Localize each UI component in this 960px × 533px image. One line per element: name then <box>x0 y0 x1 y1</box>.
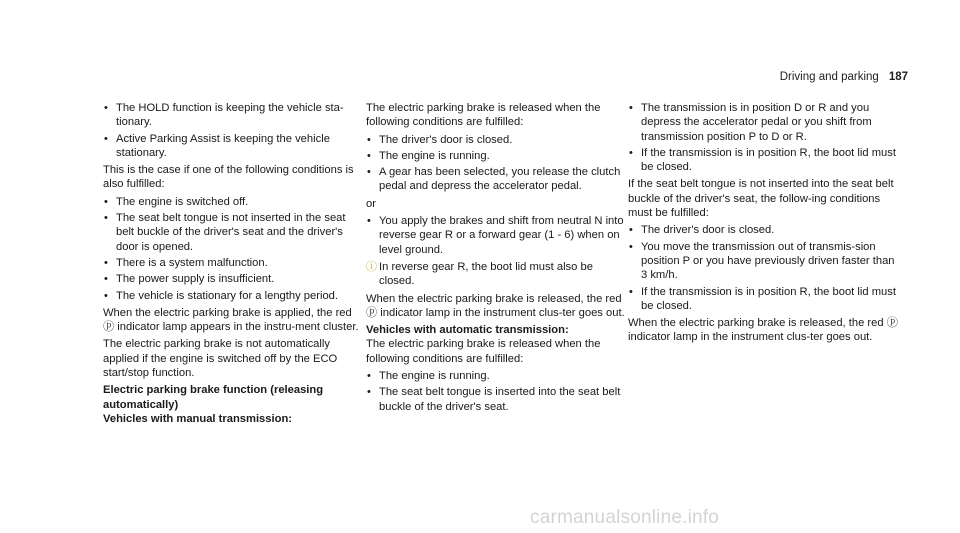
bullet-list <box>103 195 365 303</box>
list-item: • The engine is running. <box>366 149 628 163</box>
note-text: In reverse gear R, the boot lid must also be closed. <box>379 260 593 288</box>
list-item: • You move the transmission out of transmis-sion position P or you have previously driven faster than 3 km/h. <box>628 240 898 283</box>
list-item: • The vehicle is stationary for a lengthy period. <box>103 289 365 303</box>
paragraph: The electric parking brake is not automatically applied if the engine is switched off by the ECO start/stop function. <box>103 338 338 380</box>
section-heading: Electric parking brake function (releasing automatically) <box>103 384 324 411</box>
or-label: or <box>366 197 376 210</box>
list-item: • The seat belt tongue is not inserted in the seat belt buckle of the driver's seat and the driver's door is opened. <box>103 211 365 254</box>
paragraph: When the electric parking brake is released, the red ⓟ indicator lamp in the instrument clus-ter goes out. <box>366 292 625 319</box>
bullet-list <box>366 133 628 194</box>
page-number: 187 <box>888 71 908 83</box>
list-item: • The transmission is in position D or R and you depress the accelerator pedal or you shift from transmission position P to D or R. <box>628 101 898 144</box>
sub-heading: Vehicles with automatic transmission: <box>366 324 569 337</box>
list-item: • The seat belt tongue is inserted into the seat belt buckle of the driver's seat. <box>366 385 628 414</box>
paragraph: When the electric parking brake is applied, the red ⓟ indicator lamp appears in the instru-ment cluster. <box>103 306 359 334</box>
column-1 <box>103 101 365 426</box>
note <box>366 260 628 289</box>
list-item: • The power supply is insufficient. <box>103 272 365 286</box>
paragraph: When the electric parking brake is released, the red ⓟ indicator lamp in the instrument clus-ter goes out. <box>628 317 898 344</box>
list-item: • The driver's door is closed. <box>366 133 628 147</box>
list-item: • The engine is running. <box>366 369 628 383</box>
sub-heading: Vehicles with manual transmission: <box>103 412 293 425</box>
bullet-list <box>628 223 898 313</box>
bullet-list <box>103 101 365 160</box>
bullet-list <box>366 214 628 257</box>
list-item: • Active Parking Assist is keeping the vehicle stationary. <box>103 132 365 161</box>
list-item: • The HOLD function is keeping the vehicle sta-tionary. <box>103 101 365 130</box>
bullet-list <box>628 101 898 174</box>
paragraph: If the seat belt tongue is not inserted into the seat belt buckle of the driver's seat, the follow-ing conditions must be fulfilled: <box>628 178 894 220</box>
list-item: • You apply the brakes and shift from neutral N into reverse gear R or a forward gear (1 - 6) when on level ground. <box>366 214 628 257</box>
column-2 <box>366 101 628 417</box>
list-item: • The engine is switched off. <box>103 195 365 209</box>
section-title: Driving and parking <box>779 71 879 83</box>
list-item: • A gear has been selected, you release the clutch pedal and depress the accelerator pedal. <box>366 165 628 194</box>
page-header <box>780 71 908 83</box>
paragraph: The electric parking brake is released when the following conditions are fulfilled: <box>366 338 601 365</box>
watermark: carmanualsonline.info <box>530 507 720 528</box>
paragraph: The electric parking brake is released when the following conditions are fulfilled: <box>366 102 601 129</box>
info-icon: ⓘ <box>366 260 377 273</box>
list-item: • There is a system malfunction. <box>103 256 365 270</box>
list-item: • If the transmission is in position R, the boot lid must be closed. <box>628 146 898 175</box>
list-item: • The driver's door is closed. <box>628 223 898 237</box>
list-item: • If the transmission is in position R, the boot lid must be closed. <box>628 285 898 314</box>
bullet-list <box>366 369 628 414</box>
column-3 <box>628 101 898 348</box>
paragraph: This is the case if one of the following conditions is also fulfilled: <box>103 164 354 191</box>
